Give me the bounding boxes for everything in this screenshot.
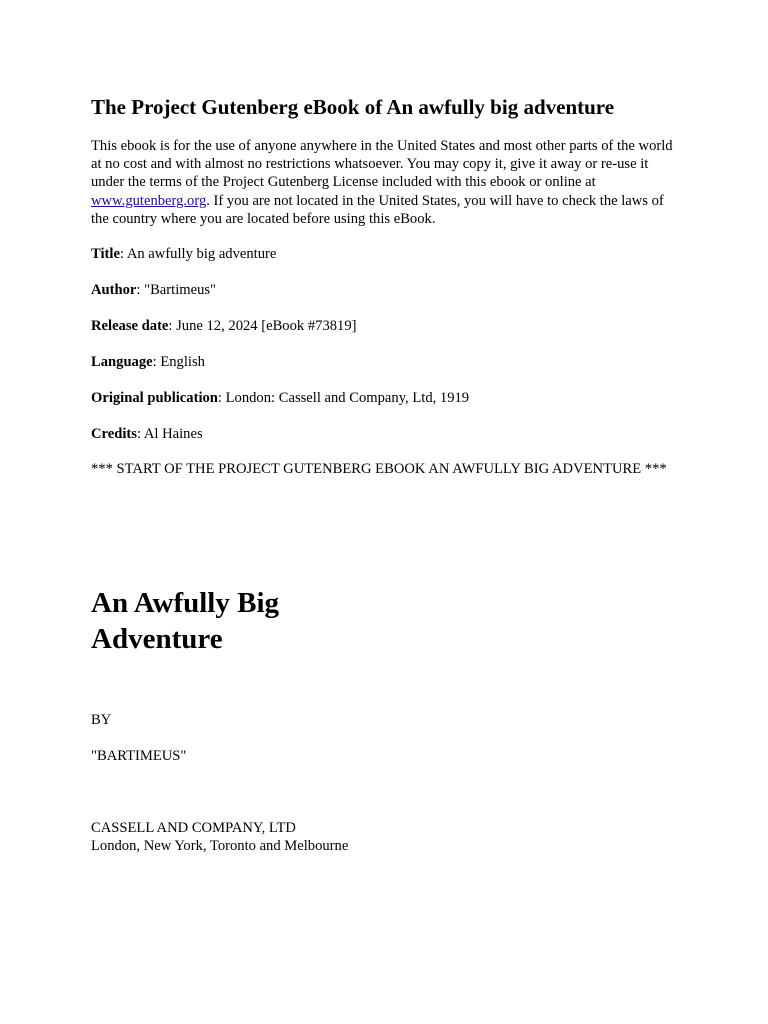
- meta-language: [91, 353, 205, 371]
- meta-credits-value: : Al Haines: [136, 426, 203, 442]
- meta-release-date: [91, 317, 357, 335]
- meta-title: [91, 245, 276, 263]
- meta-author-value: : "Bartimeus": [136, 282, 217, 298]
- meta-release-date-label: Release date: [91, 318, 169, 334]
- book-title-line-2: Adventure: [91, 623, 223, 655]
- meta-language-label: Language: [91, 354, 153, 370]
- meta-author: [91, 281, 216, 299]
- meta-title-value: : An awfully big adventure: [119, 246, 277, 262]
- start-marker: *** START OF THE PROJECT GUTENBERG EBOOK AN AWFULLY BIG ADVENTURE ***: [91, 461, 667, 477]
- gutenberg-link[interactable]: www.gutenberg.org: [91, 192, 207, 209]
- license-intro: [91, 137, 683, 228]
- meta-title-label: Title: [91, 246, 120, 262]
- meta-language-value: : English: [152, 354, 205, 370]
- publisher-name: CASSELL AND COMPANY, LTD: [91, 820, 296, 836]
- intro-text-after-link: . If you are not located in the United States, you will have to check the laws of the country where you are located before using this eBook.: [91, 192, 664, 227]
- meta-original-publication: [91, 389, 469, 407]
- book-title-line-1: An Awfully Big: [91, 587, 280, 619]
- meta-credits-label: Credits: [91, 426, 137, 442]
- book-author: "BARTIMEUS": [91, 748, 187, 764]
- meta-original-publication-label: Original publication: [91, 390, 218, 406]
- publisher-cities: London, New York, Toronto and Melbourne: [91, 838, 349, 854]
- meta-original-publication-value: : London: Cassell and Company, Ltd, 1919: [217, 390, 470, 406]
- by-label: BY: [91, 712, 112, 728]
- page-title: The Project Gutenberg eBook of An awfully big adventure: [91, 95, 615, 119]
- meta-author-label: Author: [91, 282, 137, 298]
- intro-text-before-link: This ebook is for the use of anyone anywhere in the United States and most other parts of the world at no cost and with almost no restrictions whatsoever. You may copy it, give it away or re-use it under the terms of the Project Gutenberg License included with this ebook or online at: [91, 138, 673, 191]
- meta-release-date-value: : June 12, 2024 [eBook #73819]: [168, 318, 357, 334]
- book-title: [91, 585, 279, 657]
- meta-credits: [91, 425, 203, 443]
